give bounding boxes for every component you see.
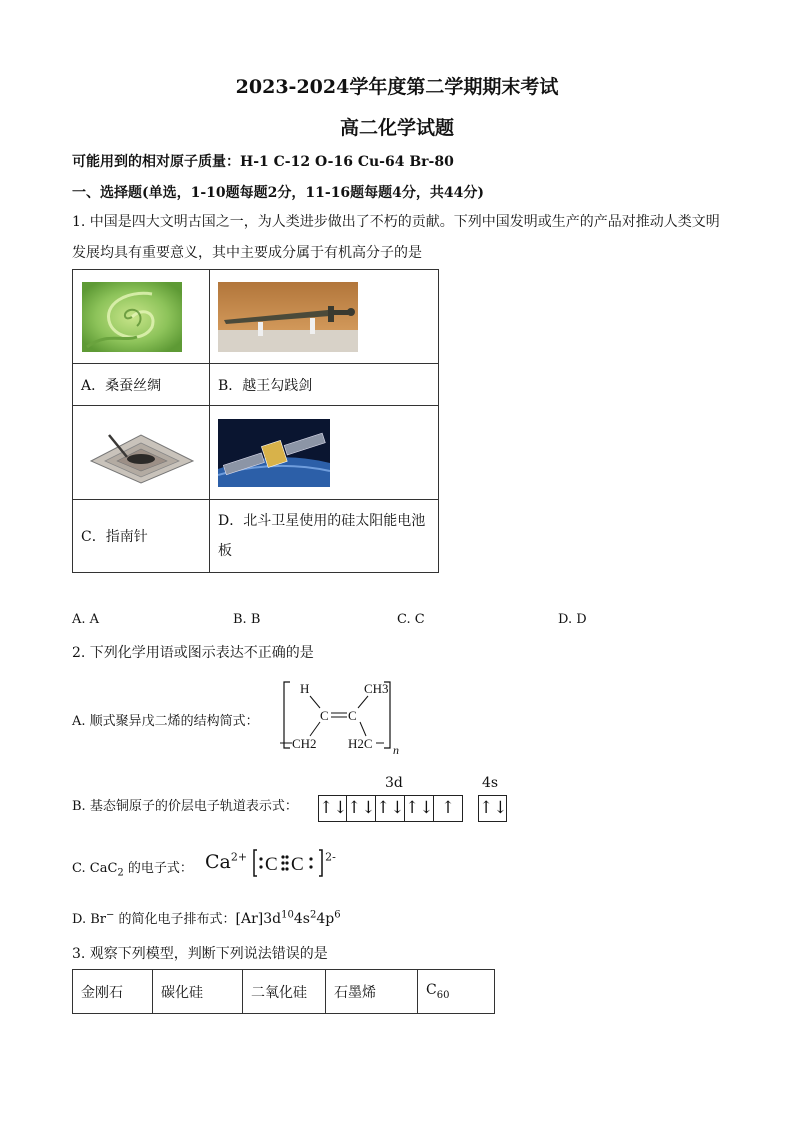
q1-choice-d: D. D (558, 612, 587, 627)
q2-option-d-label (72, 908, 341, 927)
option-d-cell (210, 500, 439, 573)
br-configuration (236, 911, 341, 927)
carbide-dots (253, 848, 325, 878)
struct-n: n (393, 743, 399, 756)
label-4s: 4s (482, 775, 499, 791)
option-c-cell: C．指南针 (73, 500, 210, 573)
silk-image-cell (73, 270, 210, 364)
option-d-line2: 板 (218, 543, 232, 559)
compass-image-cell (73, 406, 210, 500)
struct-h2c: H2C (348, 736, 373, 751)
ca-charge: 2+ (230, 850, 248, 864)
c60-sub: 60 (436, 989, 450, 1001)
option-d-line1: D．北斗卫星使用的硅太阳能电池 (218, 513, 426, 529)
atomic-mass-note: 可能用到的相对原子质量：H-1 C-12 O-16 Cu-64 Br-80 (72, 154, 454, 170)
svg-text:C: C (265, 854, 278, 875)
q1-stem-line1: 1. 中国是四大文明古国之一，为人类进步做出了不朽的贡献。下列中国发明或生产的产品对推动人类文明 (72, 214, 720, 230)
orbital-3d-group (318, 795, 463, 822)
option-a-cell: A．桑蚕丝绸 (73, 364, 210, 406)
config-sup-10: 10 (281, 909, 294, 921)
satellite-image-cell (210, 406, 439, 500)
struct-h: H (300, 681, 310, 696)
c-suffix: 的电子式： (123, 861, 193, 876)
compass-image (81, 421, 201, 485)
orbital-box: ↑↓ (405, 795, 434, 822)
q1-choice-c: C. C (397, 612, 425, 627)
q1-stem-line2: 发展均具有重要意义，其中主要成分属于有机高分子的是 (72, 245, 422, 261)
carbide-charge: 2- (325, 850, 336, 864)
q2-option-a-label: A. 顺式聚异戊二烯的结构简式： (72, 714, 259, 729)
config-4p: 4p (316, 911, 335, 927)
sword-image-cell (210, 270, 439, 364)
col-c60 (418, 970, 495, 1014)
exam-subtitle: 高二化学试题 (339, 117, 454, 139)
d-prefix: D. (72, 912, 91, 927)
q3-stem: 3. 观察下列模型，判断下列说法错误的是 (72, 946, 328, 962)
q2-option-c-label (72, 857, 193, 879)
col-graphene: 石墨烯 (326, 970, 418, 1014)
exam-title: 2023-2024学年度第二学期期末考试 (235, 76, 559, 98)
q1-choice-b: B. B (233, 612, 261, 627)
cac2-electron-formula (205, 848, 336, 878)
br-symbol: Br (90, 912, 107, 927)
satellite-image (218, 419, 330, 487)
polyisoprene-structure (280, 676, 410, 756)
config-sup-2: 2 (309, 909, 317, 921)
ca-symbol: Ca (205, 851, 231, 873)
orbital-box: ↑↓ (376, 795, 405, 822)
q2-option-b-label: B. 基态铜原子的价层电子轨道表示式： (72, 799, 298, 814)
col-sio2: 二氧化硅 (243, 970, 326, 1014)
sword-image (218, 282, 358, 352)
col-diamond: 金刚石 (73, 970, 153, 1014)
c60-c: C (426, 982, 437, 999)
col-sic: 碳化硅 (153, 970, 243, 1014)
config-sup-6: 6 (334, 909, 341, 921)
c-formula-sub: 2 (117, 867, 124, 879)
orbital-box-4s: ↑↓ (478, 795, 507, 822)
q1-image-table (72, 269, 439, 573)
c-prefix: C. (72, 861, 90, 876)
struct-ch3: CH3 (364, 681, 389, 696)
option-b-cell: B．越王勾践剑 (210, 364, 439, 406)
q2-stem: 2. 下列化学用语或图示表达不正确的是 (72, 645, 314, 661)
silk-image (82, 282, 182, 352)
q3-model-table (72, 969, 495, 1014)
struct-c2: C (348, 708, 357, 723)
q1-choice-a: A. A (72, 612, 100, 627)
br-charge: − (106, 909, 115, 921)
d-suffix: 的简化电子排布式： (114, 912, 236, 927)
svg-text:C: C (291, 854, 304, 875)
orbital-box: ↑↓ (347, 795, 376, 822)
config-ar-3d: [Ar]3d (235, 911, 282, 927)
orbital-box: ↑ (434, 795, 463, 822)
orbital-4s-group (478, 795, 507, 822)
config-4s: 4s (293, 911, 310, 927)
struct-ch2: CH2 (292, 736, 317, 751)
orbital-box: ↑↓ (318, 795, 347, 822)
struct-c1: C (320, 708, 329, 723)
c-formula: CaC (89, 861, 118, 876)
label-3d: 3d (385, 775, 403, 791)
section-heading: 一、选择题(单选，1-10题每题2分，11-16题每题4分，共44分) (72, 185, 485, 201)
